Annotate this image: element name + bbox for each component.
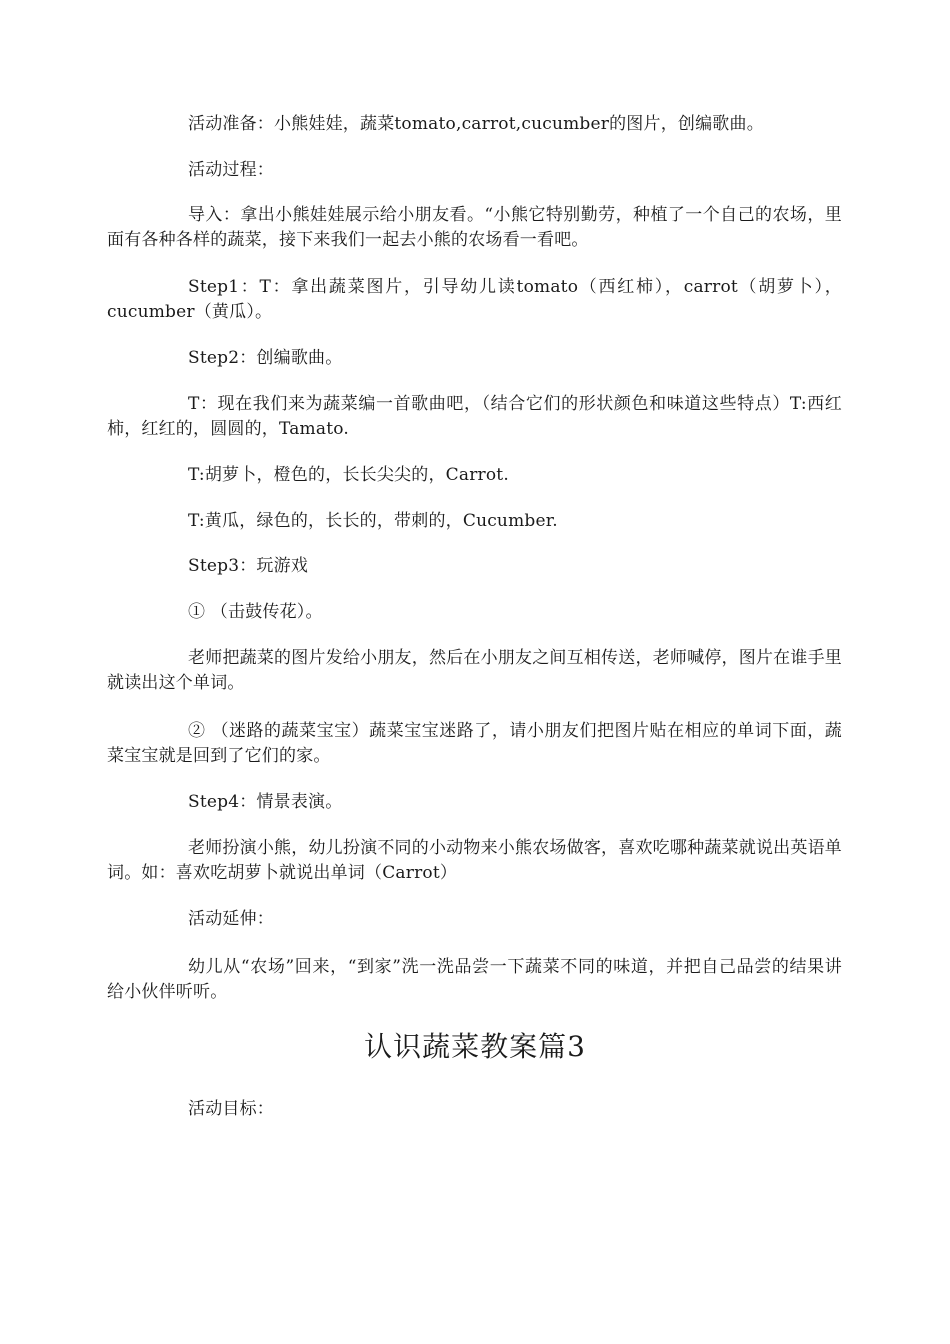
paragraph-preparation: 活动准备：小熊娃娃，蔬菜tomato,carrot,cucumber的图片，创编歌曲。 xyxy=(188,114,764,134)
paragraph-step1: Step1：T：拿出蔬菜图片，引导幼儿读tomato（西红柿），carrot（胡萝卜），cucumber（黄瓜）。 xyxy=(107,277,842,322)
paragraph-extension-label: 活动延伸： xyxy=(188,909,274,929)
paragraph-cucumber: T:黄瓜，绿色的，长长的，带刺的，Cucumber. xyxy=(188,511,558,531)
paragraph-game1-detail: 老师把蔬菜的图片发给小朋友，然后在小朋友之间互相传送，老师喊停，图片在谁手里就读出这个单词。 xyxy=(107,648,842,693)
paragraph-song: T：现在我们来为蔬菜编一首歌曲吧，（结合它们的形状颜色和味道这些特点）T:西红柿，红红的，圆圆的，Tamato. xyxy=(107,394,842,439)
section-heading: 认识蔬菜教案篇3 xyxy=(364,1030,586,1063)
paragraph-game2: ② （迷路的蔬菜宝宝）蔬菜宝宝迷路了，请小朋友们把图片贴在相应的单词下面，蔬菜宝宝就是回到了它们的家。 xyxy=(107,721,842,766)
paragraph-carrot: T:胡萝卜，橙色的，长长尖尖的，Carrot. xyxy=(188,465,509,485)
paragraph-step2: Step2：创编歌曲。 xyxy=(188,348,343,368)
paragraph-extension: 幼儿从“农场”回来，“到家”洗一洗品尝一下蔬菜不同的味道，并把自己品尝的结果讲给小伙伴听听。 xyxy=(107,957,842,1002)
paragraph-step4: Step4：情景表演。 xyxy=(188,792,343,812)
paragraph-objectives-label: 活动目标： xyxy=(188,1099,274,1119)
paragraph-process-label: 活动过程： xyxy=(188,160,274,180)
paragraph-game1: ① （击鼓传花）。 xyxy=(188,602,323,622)
paragraph-intro: 导入：拿出小熊娃娃展示给小朋友看。“小熊它特别勤劳，种植了一个自己的农场，里面有各种各样的蔬菜，接下来我们一起去小熊的农场看一看吧。 xyxy=(107,205,842,250)
paragraph-step3: Step3：玩游戏 xyxy=(188,556,309,576)
paragraph-roleplay: 老师扮演小熊，幼儿扮演不同的小动物来小熊农场做客，喜欢吃哪种蔬菜就说出英语单词。如：喜欢吃胡萝卜就说出单词（Carrot） xyxy=(107,838,842,883)
